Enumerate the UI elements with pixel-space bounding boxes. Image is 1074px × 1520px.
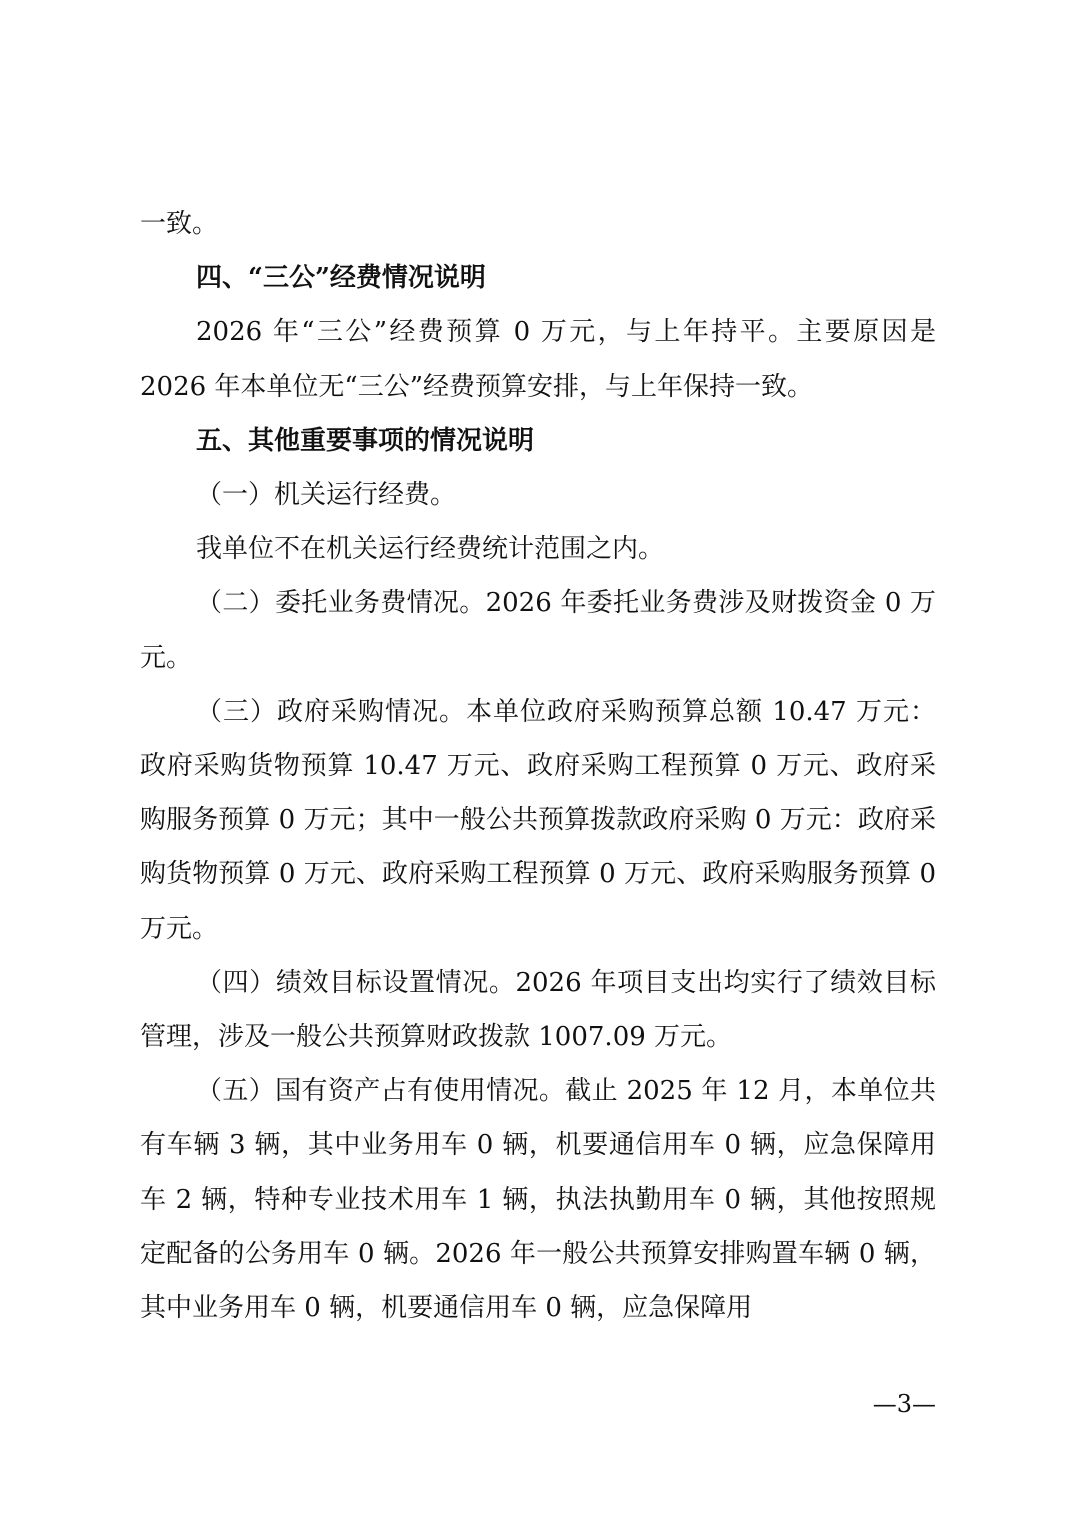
paragraph-government-procurement: （三）政府采购情况。本单位政府采购预算总额 10.47 万元：政府采购货物预算 10.47 万元、政府采购工程预算 0 万元、政府采购服务预算 0 万元；其中一般公共预算拨款政府采购 0 万元：政府采购货物预算 0 万元、政府采购工程预算 0 万元、政府采购服务预算 0 万元。	[140, 696, 936, 944]
section-heading-five: 五、其他重要事项的情况说明	[196, 425, 535, 456]
paragraph-three-public-funds: 2026 年“三公”经费预算 0 万元，与上年持平。主要原因是 2026 年本单位无“三公”经费预算安排，与上年保持一致。	[140, 317, 936, 402]
paragraph-commission-fees: （二）委托业务费情况。2026 年委托业务费涉及财拨资金 0 万元。	[140, 588, 936, 673]
paragraph-state-assets: （五）国有资产占有使用情况。截止 2025 年 12 月，本单位共有车辆 3 辆，其中业务用车 0 辆，机要通信用车 0 辆，应急保障用车 2 辆，特种专业技术用车 1 辆，执法执勤用车 0 辆，其他按照规定配备的公务用车 0 辆。2026 年一般公共预算安排购置车辆 0 辆，其中业务用车 0 辆，机要通信用车 0 辆，应急保障用	[140, 1076, 936, 1324]
section-heading-four: 四、“三公”经费情况说明	[196, 263, 486, 294]
subheading-operating-funds: （一）机关运行经费。	[196, 480, 457, 511]
page-number: —3—	[872, 1390, 936, 1418]
paragraph-operating-funds: 我单位不在机关运行经费统计范围之内。	[196, 534, 665, 565]
document-body	[140, 197, 936, 1335]
paragraph-continuation: 一致。	[140, 209, 219, 239]
paragraph-performance-targets: （四）绩效目标设置情况。2026 年项目支出均实行了绩效目标管理，涉及一般公共预算财政拨款 1007.09 万元。	[140, 967, 936, 1053]
